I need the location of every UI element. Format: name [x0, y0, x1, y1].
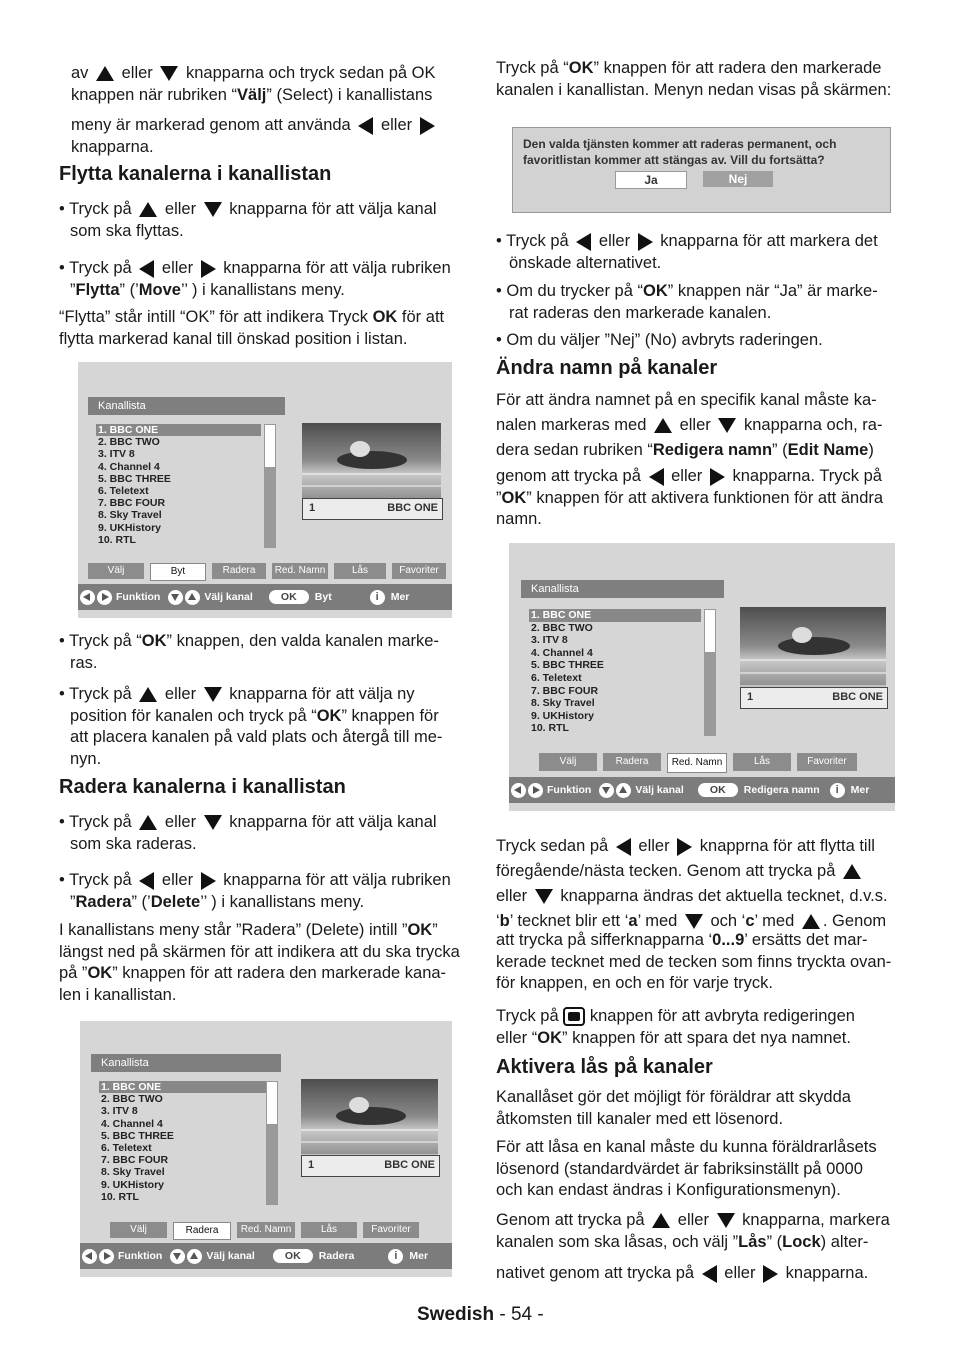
help-bar — [80, 1243, 452, 1269]
lock-button[interactable]: Lås — [733, 753, 791, 771]
text: knapprna för att flytta till — [699, 837, 875, 855]
text: Tryck på “ — [496, 59, 569, 77]
paragraph-lock-2 — [496, 1137, 877, 1202]
channel-item[interactable]: 9. UKHistory — [98, 521, 162, 534]
text: eller — [121, 64, 153, 82]
channel-item[interactable]: 10. RTL — [531, 722, 569, 735]
text: Byt — [314, 591, 332, 603]
text: Funktion — [547, 784, 592, 796]
text: ’ med — [637, 912, 678, 930]
text: och ‘ — [710, 912, 746, 930]
page-number: - 54 - — [494, 1304, 544, 1325]
text: 0...9 — [712, 931, 745, 949]
text: eller — [598, 232, 631, 250]
left-icon — [82, 1249, 97, 1264]
channel-item[interactable]: 4. Channel 4 — [101, 1117, 163, 1130]
text: knapparna. — [785, 1264, 869, 1282]
rename-button[interactable]: Red. Namn — [237, 1222, 295, 1238]
text: att placera kanalen på vald plats och återgå till me- — [70, 728, 443, 746]
text: • Tryck på — [59, 685, 132, 703]
paragraph-rename — [496, 388, 882, 463]
channel-item[interactable]: 4. Channel 4 — [98, 460, 160, 473]
footer-language: Swedish — [417, 1304, 495, 1325]
text: • Om du trycker på “ — [496, 282, 643, 300]
bullet-move-4 — [59, 684, 442, 770]
text: Funktion — [116, 591, 161, 603]
text: • Tryck på — [59, 813, 132, 831]
text: ” ( — [766, 1232, 783, 1251]
text: som ska flyttas. — [70, 221, 184, 240]
channel-item[interactable]: 3. ITV 8 — [101, 1105, 138, 1118]
text: eller — [161, 871, 194, 889]
text: Välj kanal — [204, 591, 253, 603]
left-arrow-icon — [649, 468, 664, 486]
info-icon: i — [830, 783, 845, 798]
delete-button[interactable]: Radera — [173, 1222, 231, 1240]
text: på ” — [59, 964, 88, 982]
channel-item[interactable]: 6. Teletext — [101, 1142, 152, 1155]
text: Mer — [390, 591, 410, 603]
down-arrow-icon — [204, 687, 222, 702]
select-button[interactable]: Välj — [539, 753, 597, 771]
text: eller — [496, 887, 528, 905]
up-icon — [187, 1249, 202, 1264]
bullet-move-2: • Tryck på eller knapparna för att välja rubriken ”Flytta” (’Move’’ ) i kanallistans meny. — [59, 259, 451, 299]
info-icon: i — [370, 590, 385, 605]
text: a — [628, 912, 638, 930]
info-icon: i — [388, 1249, 403, 1264]
up-icon — [185, 590, 200, 605]
preview-channel-number: 1 — [747, 691, 754, 703]
text: eller — [164, 200, 197, 218]
paragraph-lock-1 — [496, 1087, 851, 1130]
text: för att — [401, 308, 445, 326]
text: OK — [642, 282, 668, 300]
paragraph-select-2 — [71, 115, 438, 158]
up-arrow-icon — [652, 1213, 670, 1228]
text: Radera — [75, 892, 132, 911]
text: knappen för att avbryta redigeringen — [589, 1007, 855, 1025]
tv-screen-rename — [509, 543, 895, 811]
preview-channel-number: 1 — [309, 502, 316, 514]
page-footer — [417, 1304, 544, 1326]
text: Redigera namn — [652, 441, 773, 459]
channel-item[interactable]: 3. ITV 8 — [98, 448, 135, 461]
ok-icon: OK — [698, 783, 738, 797]
preview-channel-box — [740, 687, 888, 709]
preview-channel-box — [301, 1155, 440, 1177]
text: Radera — [318, 1250, 355, 1262]
down-arrow-icon — [718, 418, 736, 433]
channel-list — [99, 1081, 267, 1203]
text: knapparna. Tryck på — [732, 467, 882, 485]
text: att trycka på sifferknapparna ‘ — [496, 931, 713, 949]
heading-move-channels: Flytta kanalerna i kanallistan — [59, 163, 332, 185]
text: För att ändra namnet på en specifik kanal måste ka- — [496, 391, 877, 409]
text: nyn. — [70, 749, 102, 768]
text: • Tryck på “ — [59, 632, 142, 650]
channel-item[interactable]: 8. Sky Travel — [98, 509, 162, 522]
left-arrow-icon — [576, 233, 591, 251]
button-row — [88, 563, 452, 581]
text: Den valda tjänsten kommer att raderas permanent, och — [523, 137, 837, 151]
text: • Tryck på — [59, 871, 132, 889]
delete-confirm-dialog — [512, 127, 891, 213]
channel-item[interactable]: 8. Sky Travel — [101, 1166, 165, 1179]
down-arrow-icon — [717, 1213, 735, 1228]
right-arrow-icon — [201, 260, 216, 278]
text: föregående/nästa tecken. Genom att trycka på — [496, 862, 836, 880]
tv-screen-delete — [80, 1021, 452, 1277]
bullet-dialog-2 — [496, 281, 878, 324]
text: knapparna. — [71, 137, 154, 156]
channel-item[interactable]: 2. BBC TWO — [98, 436, 160, 449]
text: nalen markeras med — [496, 416, 647, 434]
text: ” ( — [772, 441, 788, 459]
text: önskade alternativet. — [509, 253, 662, 272]
channel-list — [96, 424, 261, 546]
text: eller — [679, 416, 711, 434]
tv-screen-move — [78, 362, 452, 618]
text: knapparna ändras det aktuella tecknet, d.v.s. — [560, 887, 888, 905]
text: ” knappen för att radera den markerade kana- — [112, 964, 447, 982]
select-button[interactable]: Välj — [110, 1222, 167, 1238]
text: Redigera namn — [743, 784, 820, 796]
text: knapparna för att välja ny — [229, 685, 415, 703]
down-icon — [170, 1249, 185, 1264]
text: knapparna för att markera det — [660, 232, 878, 250]
text: c — [745, 912, 755, 930]
text: kanalen i kanallistan. Menyn nedan visas på skärmen: — [496, 80, 892, 99]
paragraph-delete-confirm — [496, 58, 891, 101]
channel-item[interactable]: 1. BBC ONE — [99, 1081, 267, 1093]
up-icon — [616, 783, 631, 798]
text: Lock — [782, 1232, 821, 1251]
text: knapparna för att välja kanal — [229, 200, 437, 218]
text: Genom att trycka på — [496, 1211, 645, 1229]
text: . Genom — [822, 912, 887, 930]
rename-button[interactable]: Red. Namn — [667, 753, 727, 773]
text: ) i kanallistans meny. — [191, 280, 345, 299]
lock-button[interactable]: Lås — [301, 1222, 357, 1238]
text: ’ med — [754, 912, 795, 930]
text: • Tryck på — [59, 259, 132, 277]
channel-item[interactable]: 6. Teletext — [98, 485, 149, 498]
no-button[interactable]: Nej — [703, 171, 773, 187]
text: ’ tecknet blir ett ‘ — [509, 912, 629, 930]
bullet-move-1 — [59, 199, 437, 242]
heading-lock: Aktivera lås på kanaler — [496, 1056, 713, 1078]
text: eller — [380, 116, 413, 134]
right-icon — [97, 590, 112, 605]
text: • Tryck på — [496, 232, 569, 250]
channel-item[interactable]: 5. BBC THREE — [531, 659, 604, 672]
up-arrow-icon — [843, 864, 861, 879]
text: Mer — [409, 1250, 429, 1262]
preview-channel-name: BBC ONE — [384, 1159, 435, 1171]
text: Edit Name — [787, 441, 869, 459]
up-arrow-icon — [139, 687, 157, 702]
channel-item[interactable]: 1. BBC ONE — [96, 424, 261, 436]
text: knapparna och, ra- — [743, 416, 883, 434]
paragraph-delete: I kanallistans meny står ”Radera” (Delete) intill ”OK” längst ned på skärmen för att indikera att du ska trycka på ”OK” knappen för att radera den markerade kana- len i kanallistan. — [59, 921, 460, 1004]
text: och kan endast ändras i Konfigurationsmenyn). — [496, 1181, 841, 1199]
text: ” knappen för att radera den markerade — [593, 59, 882, 77]
bullet-delete-1 — [59, 812, 437, 855]
bullet-delete-2: • Tryck på eller knapparna för att välja rubriken ”Radera” (’Delete’’ ) i kanallistans meny. — [59, 871, 451, 911]
channel-item[interactable]: 2. BBC TWO — [101, 1093, 163, 1106]
down-icon — [599, 783, 614, 798]
channel-list-title: Kanallista — [91, 1054, 281, 1072]
channel-item[interactable]: 7. BBC FOUR — [531, 684, 599, 697]
right-arrow-icon — [201, 872, 216, 890]
text: ” knappen för att aktivera funktionen för att ändra — [526, 488, 884, 507]
right-icon — [528, 783, 543, 798]
down-arrow-icon — [535, 889, 553, 904]
text: position för kanalen och tryck på “ — [70, 706, 317, 725]
text: knapparna, markera — [742, 1211, 890, 1229]
channel-item[interactable]: 1. BBC ONE — [529, 609, 701, 622]
favorites-button[interactable]: Favoriter — [392, 563, 446, 579]
text: längst ned på skärmen för att indikera att du ska trycka — [59, 942, 460, 961]
text: OK — [141, 632, 167, 650]
button-row — [539, 753, 863, 773]
down-icon — [168, 590, 183, 605]
button-row — [110, 1222, 425, 1240]
left-arrow-icon — [139, 872, 154, 890]
text: OK — [87, 964, 113, 982]
text: eller — [164, 813, 197, 831]
text: namn. — [496, 510, 542, 528]
right-arrow-icon — [677, 838, 692, 856]
down-arrow-icon — [204, 815, 222, 830]
bullet-dialog-3: • Om du väljer ”Nej” (No) avbryts raderingen. — [496, 331, 823, 349]
up-arrow-icon — [96, 66, 114, 81]
text: ) alter- — [820, 1232, 869, 1251]
paragraph-edit-chars — [496, 834, 888, 934]
text: eller — [677, 1211, 709, 1229]
text: Kanallåset gör det möjligt för föräldrar att skydda — [496, 1088, 851, 1106]
channel-item[interactable]: 5. BBC THREE — [101, 1129, 174, 1142]
text: eller — [671, 467, 703, 485]
up-arrow-icon — [802, 914, 820, 929]
text: OK — [568, 59, 594, 77]
paragraph-edit-chars-2 — [496, 930, 891, 995]
help-bar — [78, 584, 452, 610]
up-arrow-icon — [139, 202, 157, 217]
text: knappen när rubriken — [71, 85, 227, 104]
preview-channel-name: BBC ONE — [832, 691, 883, 703]
text: Tryck på — [496, 1007, 559, 1025]
text: dera sedan rubriken “ — [496, 441, 653, 459]
delete-button[interactable]: Radera — [603, 753, 661, 771]
text: Delete — [150, 892, 201, 911]
channel-item[interactable]: 10. RTL — [101, 1190, 139, 1203]
left-arrow-icon — [616, 838, 631, 856]
text: för knappen, en och en för varje tryck. — [496, 974, 773, 992]
scrollbar[interactable] — [266, 1081, 278, 1205]
down-arrow-icon — [685, 914, 703, 929]
text: ” knappen för — [341, 706, 439, 725]
text: OK — [537, 1028, 563, 1047]
select-button[interactable]: Välj — [88, 563, 144, 579]
text: ” knappen, den valda kanalen marke- — [166, 632, 439, 650]
channel-item[interactable]: 5. BBC THREE — [98, 472, 171, 485]
right-arrow-icon — [420, 117, 435, 135]
text: meny är markerad genom att använda — [71, 116, 351, 134]
right-arrow-icon — [710, 468, 725, 486]
text: OK — [372, 308, 398, 326]
text: OK — [316, 706, 342, 725]
right-arrow-icon — [638, 233, 653, 251]
text: knapparna för att välja rubriken — [223, 259, 451, 277]
yes-button[interactable]: Ja — [615, 171, 687, 189]
text: genom att trycka på — [496, 467, 641, 485]
text: ras. — [70, 653, 98, 672]
channel-list-title: Kanallista — [521, 580, 724, 598]
channel-item[interactable]: 3. ITV 8 — [531, 634, 568, 647]
text: favoritlistan kommer att stängas av. Vill du fortsätta? — [523, 153, 825, 167]
text: Flytta — [75, 280, 120, 299]
text: kerade tecknet med de tecken som finns tryckta ovan- — [496, 952, 892, 971]
ok-icon: OK — [269, 590, 309, 604]
text: • Tryck på — [59, 200, 132, 218]
text: eller — [164, 685, 197, 703]
text: (Select) i kanallistans — [276, 85, 433, 104]
rename-button[interactable]: Red. Namn — [272, 563, 328, 579]
up-arrow-icon — [654, 418, 672, 433]
text: Mer — [850, 784, 870, 796]
channel-item[interactable]: 7. BBC FOUR — [101, 1154, 169, 1167]
channel-item[interactable]: 4. Channel 4 — [531, 646, 593, 659]
paragraph-lock-3 — [496, 1210, 890, 1253]
channel-item[interactable]: 10. RTL — [98, 533, 136, 546]
text: lösenord (standardvärdet är fabriksinställt på 0000 — [496, 1159, 863, 1178]
left-arrow-icon — [139, 260, 154, 278]
text: ) i kanallistans meny. — [211, 892, 365, 911]
text: som ska raderas. — [70, 834, 197, 853]
text: knapparna och tryck sedan på OK — [186, 64, 436, 82]
text: Funktion — [118, 1250, 163, 1262]
paragraph-move — [59, 307, 444, 350]
channel-list-title: Kanallista — [88, 397, 285, 415]
text: ” knappen för att spara det nya namnet. — [562, 1028, 851, 1047]
paragraph-cancel-save — [496, 1006, 855, 1049]
tv-button-icon — [563, 1007, 585, 1026]
help-bar — [509, 777, 895, 803]
text: I kanallistans meny står ”Radera” (Delete) intill ” — [59, 921, 408, 939]
swap-button[interactable]: Byt — [150, 563, 206, 581]
channel-item[interactable]: 9. UKHistory — [101, 1178, 165, 1191]
heading-delete-channels: Radera kanalerna i kanallistan — [59, 776, 346, 798]
text: Välj kanal — [206, 1250, 255, 1262]
preview-channel-box — [302, 498, 443, 520]
channel-item[interactable]: 2. BBC TWO — [531, 621, 593, 634]
text: ’ ersätts det mar- — [744, 931, 868, 949]
text: av — [71, 64, 89, 82]
right-icon — [99, 1249, 114, 1264]
left-icon — [80, 590, 95, 605]
text: Move — [138, 280, 181, 299]
text: “Flytta” står intill “OK” för att indikera Tryck — [59, 308, 368, 326]
text: len i kanallistan. — [59, 985, 177, 1004]
channel-item[interactable]: 7. BBC FOUR — [98, 497, 166, 510]
bullet-dialog-1 — [496, 231, 878, 274]
left-arrow-icon — [358, 117, 373, 135]
lock-button[interactable]: Lås — [334, 563, 386, 579]
text: För att låsa en kanal måste du kunna föräldrarlåsets — [496, 1138, 877, 1156]
scrollbar[interactable] — [264, 424, 276, 548]
down-arrow-icon — [204, 202, 222, 217]
paragraph-lock-4 — [496, 1263, 868, 1285]
text: ) — [868, 441, 874, 459]
text: rat raderas den markerade kanalen. — [509, 303, 772, 322]
text: Tryck sedan på — [496, 837, 609, 855]
text: knapparna för att välja kanal — [229, 813, 437, 831]
heading-rename: Ändra namn på kanaler — [496, 357, 718, 379]
favorites-button[interactable]: Favoriter — [363, 1222, 419, 1238]
bullet-move-3 — [59, 631, 439, 674]
scrollbar[interactable] — [704, 609, 716, 736]
text: Välj — [237, 85, 267, 104]
paragraph-select: av eller knapparna och tryck sedan på OK knappen när rubriken “Välj” (Select) i kanallistans — [71, 64, 436, 104]
channel-item[interactable]: 6. Teletext — [531, 671, 582, 684]
left-arrow-icon — [702, 1265, 717, 1283]
text: nativet genom att trycka på — [496, 1264, 695, 1282]
text: Välj kanal — [635, 784, 684, 796]
text: Lås — [738, 1232, 767, 1251]
text: flytta markerad kanal till önskad position i listan. — [59, 329, 408, 348]
text: kanalen som ska låsas, och välj ” — [496, 1232, 739, 1251]
text: eller — [638, 837, 670, 855]
text: eller — [724, 1264, 756, 1282]
text: OK — [407, 921, 433, 939]
channel-item[interactable]: 9. UKHistory — [531, 709, 595, 722]
text: OK — [501, 488, 527, 507]
dialog-message — [523, 136, 836, 168]
text: b — [499, 912, 510, 930]
down-arrow-icon — [160, 66, 178, 81]
left-icon — [511, 783, 526, 798]
text: eller “ — [496, 1028, 538, 1047]
preview-channel-number: 1 — [308, 1159, 315, 1171]
delete-button[interactable]: Radera — [212, 563, 266, 579]
text: ” knappen när “Ja” är marke- — [667, 282, 878, 300]
preview-channel-name: BBC ONE — [387, 502, 438, 514]
text: ‘ — [496, 912, 500, 930]
text: knapparna för att välja rubriken — [223, 871, 451, 889]
up-arrow-icon — [139, 815, 157, 830]
channel-item[interactable]: 8. Sky Travel — [531, 697, 595, 710]
favorites-button[interactable]: Favoriter — [797, 753, 857, 771]
channel-list — [529, 609, 701, 735]
ok-icon: OK — [273, 1249, 313, 1263]
text: ” — [496, 488, 502, 507]
paragraph-rename-2 — [496, 466, 883, 531]
text: eller — [161, 259, 194, 277]
text: åtkomsten till kanaler med ett lösenord. — [496, 1109, 784, 1128]
right-arrow-icon — [763, 1265, 778, 1283]
